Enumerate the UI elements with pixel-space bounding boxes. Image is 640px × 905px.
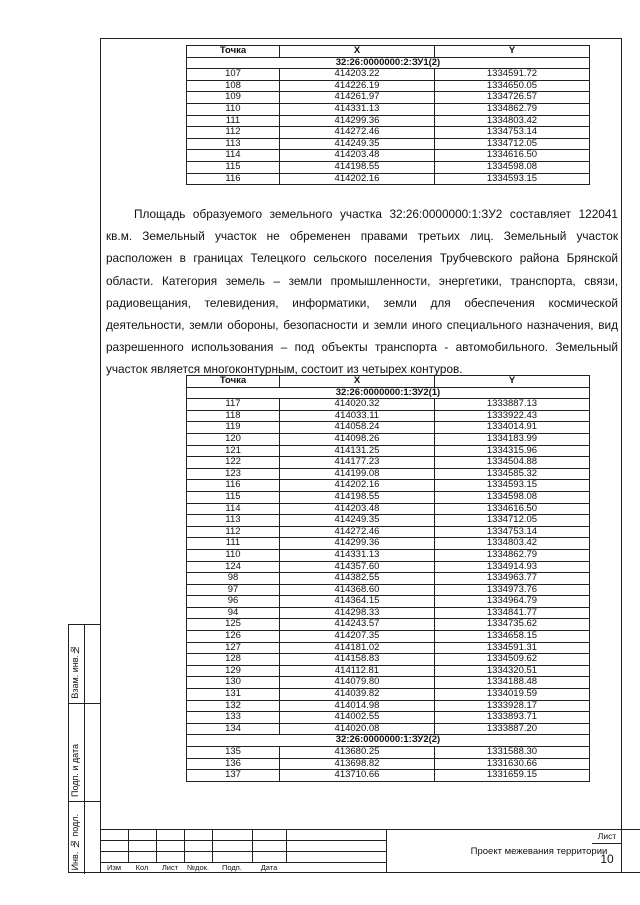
- cell-point: 137: [187, 770, 280, 782]
- cell-point: 113: [187, 138, 280, 150]
- cell-point: 94: [187, 607, 280, 619]
- cell-y: 1331588.30: [435, 747, 590, 759]
- cell-x: 413710.66: [280, 770, 435, 782]
- table-row: [187, 654, 590, 666]
- table-row: [187, 445, 590, 457]
- table-row: [187, 584, 590, 596]
- table-row: [187, 549, 590, 561]
- cell-point: 98: [187, 573, 280, 585]
- title-block: [100, 829, 622, 873]
- description-paragraph: Площадь образуемого земельного участка 32:26:0000000:1:ЗУ2 составляет 122041 кв.м. Земельный участок не обременен правами третьих лиц. Земельный участок расположен в границах Телецкого сельского поселения Трубчевского района Брянской области. Категория земель – земли промышленности, энергетики, транспорта, связи, радиовещания, телевидения, информатики, земли для обеспечения космической деятельности, земли обороны, безопасности и земли иного специального назначения, вид разрешенного использования – под объекты транспорта - автомобильного. Земельный участок является многоконтурным, состоит из четырех контуров.: [106, 207, 618, 377]
- section-label: 32:26:0000000:1:ЗУ2(1): [187, 387, 590, 399]
- cell-point: 116: [187, 480, 280, 492]
- cell-point: 123: [187, 468, 280, 480]
- cell-y: 1333887.20: [435, 723, 590, 735]
- table-row: [187, 127, 590, 139]
- table-row: [187, 689, 590, 701]
- title-block-col-label: №док.: [187, 863, 209, 872]
- cell-point: 109: [187, 92, 280, 104]
- side-label-vzam: Взам. инв.№: [70, 645, 80, 699]
- cell-y: 1334803.42: [435, 538, 590, 550]
- table-row: [187, 150, 590, 162]
- cell-x: 414112.81: [280, 665, 435, 677]
- cell-point: 128: [187, 654, 280, 666]
- cell-x: 414203.48: [280, 503, 435, 515]
- cell-x: 414243.57: [280, 619, 435, 631]
- cell-x: 414202.16: [280, 173, 435, 185]
- cell-y: 1333887.13: [435, 399, 590, 411]
- cell-y: 1334014.91: [435, 422, 590, 434]
- cell-y: 1334585.32: [435, 468, 590, 480]
- table-row: [187, 92, 590, 104]
- cell-y: 1334841.77: [435, 607, 590, 619]
- cell-y: 1334735.62: [435, 619, 590, 631]
- document-title: Проект межевания территории: [386, 829, 640, 873]
- cell-point: 130: [187, 677, 280, 689]
- title-block-col-label: Подп.: [222, 863, 242, 872]
- table-row: [187, 433, 590, 445]
- cell-point: 112: [187, 127, 280, 139]
- cell-point: 134: [187, 723, 280, 735]
- cell-y: 1334616.50: [435, 503, 590, 515]
- table-row: [187, 173, 590, 185]
- cell-y: 1334315.96: [435, 445, 590, 457]
- cell-y: 1334593.15: [435, 480, 590, 492]
- title-block-col-label: Изм: [107, 863, 121, 872]
- table-row: [187, 607, 590, 619]
- cell-point: 129: [187, 665, 280, 677]
- cell-x: 414226.19: [280, 80, 435, 92]
- side-label-podp: Подп. и дата: [70, 743, 80, 797]
- cell-x: 414039.82: [280, 689, 435, 701]
- table-row: [187, 69, 590, 81]
- cell-point: 97: [187, 584, 280, 596]
- cell-x: 414198.55: [280, 161, 435, 173]
- table-row: [187, 422, 590, 434]
- title-block-cell: [286, 851, 387, 863]
- cell-point: 124: [187, 561, 280, 573]
- table-row: [187, 526, 590, 538]
- table-row: [187, 503, 590, 515]
- coordinates-table-zu1: [186, 45, 590, 185]
- cell-x: 414058.24: [280, 422, 435, 434]
- cell-point: 136: [187, 758, 280, 770]
- cell-y: 1334726.57: [435, 92, 590, 104]
- cell-point: 115: [187, 491, 280, 503]
- cell-point: 107: [187, 69, 280, 81]
- cell-x: 413698.82: [280, 758, 435, 770]
- header-point: Точка: [187, 376, 280, 388]
- table-row: [187, 631, 590, 643]
- table-row: [187, 758, 590, 770]
- cell-point: 120: [187, 433, 280, 445]
- cell-y: 1334509.62: [435, 654, 590, 666]
- cell-x: 414299.36: [280, 538, 435, 550]
- header-point: Точка: [187, 46, 280, 58]
- table-row: [187, 410, 590, 422]
- cell-x: 414261.97: [280, 92, 435, 104]
- cell-x: 414331.13: [280, 103, 435, 115]
- cell-x: 414079.80: [280, 677, 435, 689]
- cell-point: 122: [187, 457, 280, 469]
- coordinates-table-zu2: [186, 375, 590, 782]
- cell-x: 414098.26: [280, 433, 435, 445]
- cell-y: 1334616.50: [435, 150, 590, 162]
- table-row: [187, 161, 590, 173]
- cell-x: 414033.11: [280, 410, 435, 422]
- table-row: [187, 80, 590, 92]
- cell-y: 1334188.48: [435, 677, 590, 689]
- cell-y: 1334183.99: [435, 433, 590, 445]
- cell-point: 110: [187, 549, 280, 561]
- cell-point: 117: [187, 399, 280, 411]
- cell-y: 1334598.08: [435, 161, 590, 173]
- cell-x: 414357.60: [280, 561, 435, 573]
- cell-y: 1334862.79: [435, 103, 590, 115]
- cell-point: 121: [187, 445, 280, 457]
- cell-x: 414202.16: [280, 480, 435, 492]
- cell-y: 1334658.15: [435, 631, 590, 643]
- cell-x: 414002.55: [280, 712, 435, 724]
- cell-x: 414299.36: [280, 115, 435, 127]
- cell-y: 1334914.93: [435, 561, 590, 573]
- section-row: [187, 57, 590, 69]
- cell-x: 414331.13: [280, 549, 435, 561]
- cell-x: 414199.08: [280, 468, 435, 480]
- cell-point: 127: [187, 642, 280, 654]
- table-row: [187, 457, 590, 469]
- cell-x: 414207.35: [280, 631, 435, 643]
- cell-point: 135: [187, 747, 280, 759]
- cell-y: 1334753.14: [435, 127, 590, 139]
- cell-y: 1334712.05: [435, 515, 590, 527]
- table-row: [187, 770, 590, 782]
- table-row: [187, 665, 590, 677]
- table-row: [187, 747, 590, 759]
- sheet-label: Лист: [597, 831, 617, 841]
- cell-point: 118: [187, 410, 280, 422]
- table-row: [187, 538, 590, 550]
- cell-x: 414158.83: [280, 654, 435, 666]
- cell-x: 414014.98: [280, 700, 435, 712]
- cell-x: 414382.55: [280, 573, 435, 585]
- cell-x: 414203.22: [280, 69, 435, 81]
- cell-y: 1334963.77: [435, 573, 590, 585]
- cell-x: 414249.35: [280, 138, 435, 150]
- cell-x: 413680.25: [280, 747, 435, 759]
- cell-point: 110: [187, 103, 280, 115]
- cell-y: 1331659.15: [435, 770, 590, 782]
- cell-x: 414298.33: [280, 607, 435, 619]
- table-row: [187, 642, 590, 654]
- cell-point: 116: [187, 173, 280, 185]
- cell-y: 1334591.72: [435, 69, 590, 81]
- cell-y: 1334803.42: [435, 115, 590, 127]
- side-row-inv: [69, 801, 101, 874]
- cell-x: 414020.32: [280, 399, 435, 411]
- table-header-row: [187, 46, 590, 58]
- table-row: [187, 115, 590, 127]
- cell-point: 125: [187, 619, 280, 631]
- section-label: 32:26:0000000:2:ЗУ1(2): [187, 57, 590, 69]
- cell-point: 132: [187, 700, 280, 712]
- cell-y: 1334973.76: [435, 584, 590, 596]
- cell-point: 96: [187, 596, 280, 608]
- cell-y: 1333928.17: [435, 700, 590, 712]
- table-row: [187, 138, 590, 150]
- table-row: [187, 468, 590, 480]
- header-x: X: [280, 376, 435, 388]
- cell-y: 1334964.79: [435, 596, 590, 608]
- table-row: [187, 619, 590, 631]
- cell-x: 414368.60: [280, 584, 435, 596]
- cell-y: 1334019.59: [435, 689, 590, 701]
- cell-y: 1334650.05: [435, 80, 590, 92]
- header-y: Y: [435, 46, 590, 58]
- cell-y: 1331630.66: [435, 758, 590, 770]
- section-label: 32:26:0000000:1:ЗУ2(2): [187, 735, 590, 747]
- cell-point: 119: [187, 422, 280, 434]
- cell-y: 1334591.31: [435, 642, 590, 654]
- cell-y: 1334593.15: [435, 173, 590, 185]
- cell-point: 131: [187, 689, 280, 701]
- cell-x: 414364.15: [280, 596, 435, 608]
- cell-x: 414198.55: [280, 491, 435, 503]
- cell-point: 114: [187, 150, 280, 162]
- cell-y: 1334504.88: [435, 457, 590, 469]
- cell-x: 414131.25: [280, 445, 435, 457]
- cell-y: 1334862.79: [435, 549, 590, 561]
- title-block-col-label: Кол: [135, 863, 149, 872]
- cell-point: 111: [187, 115, 280, 127]
- table-row: [187, 677, 590, 689]
- cell-x: 414177.23: [280, 457, 435, 469]
- cell-y: 1334712.05: [435, 138, 590, 150]
- section-row: [187, 387, 590, 399]
- cell-y: 1333893.71: [435, 712, 590, 724]
- section-row: [187, 735, 590, 747]
- cell-point: 111: [187, 538, 280, 550]
- sheet-number: 10: [592, 843, 622, 874]
- cell-x: 414203.48: [280, 150, 435, 162]
- table-row: [187, 480, 590, 492]
- cell-point: 133: [187, 712, 280, 724]
- cell-point: 126: [187, 631, 280, 643]
- side-row-vzam: [69, 625, 101, 703]
- header-x: X: [280, 46, 435, 58]
- table-row: [187, 103, 590, 115]
- table-row: [187, 712, 590, 724]
- side-label-inv: Инв. № подл.: [70, 813, 80, 870]
- table-row: [187, 399, 590, 411]
- cell-x: 414249.35: [280, 515, 435, 527]
- table-row: [187, 491, 590, 503]
- cell-point: 115: [187, 161, 280, 173]
- cell-y: 1334320.51: [435, 665, 590, 677]
- cell-point: 112: [187, 526, 280, 538]
- table-row: [187, 515, 590, 527]
- cell-y: 1334598.08: [435, 491, 590, 503]
- cell-point: 108: [187, 80, 280, 92]
- table-row: [187, 700, 590, 712]
- title-block-col-label: Дата: [260, 863, 278, 872]
- side-stamp: [68, 624, 100, 873]
- cell-y: 1334753.14: [435, 526, 590, 538]
- cell-x: 414020.08: [280, 723, 435, 735]
- cell-y: 1333922.43: [435, 410, 590, 422]
- cell-x: 414272.46: [280, 127, 435, 139]
- title-block-col-label: Лист: [161, 863, 179, 872]
- table-row: [187, 561, 590, 573]
- cell-point: 113: [187, 515, 280, 527]
- cell-x: 414181.02: [280, 642, 435, 654]
- cell-point: 114: [187, 503, 280, 515]
- side-row-podp: [69, 703, 101, 801]
- table-header-row: [187, 376, 590, 388]
- header-y: Y: [435, 376, 590, 388]
- table-row: [187, 723, 590, 735]
- table-row: [187, 573, 590, 585]
- table-row: [187, 596, 590, 608]
- cell-x: 414272.46: [280, 526, 435, 538]
